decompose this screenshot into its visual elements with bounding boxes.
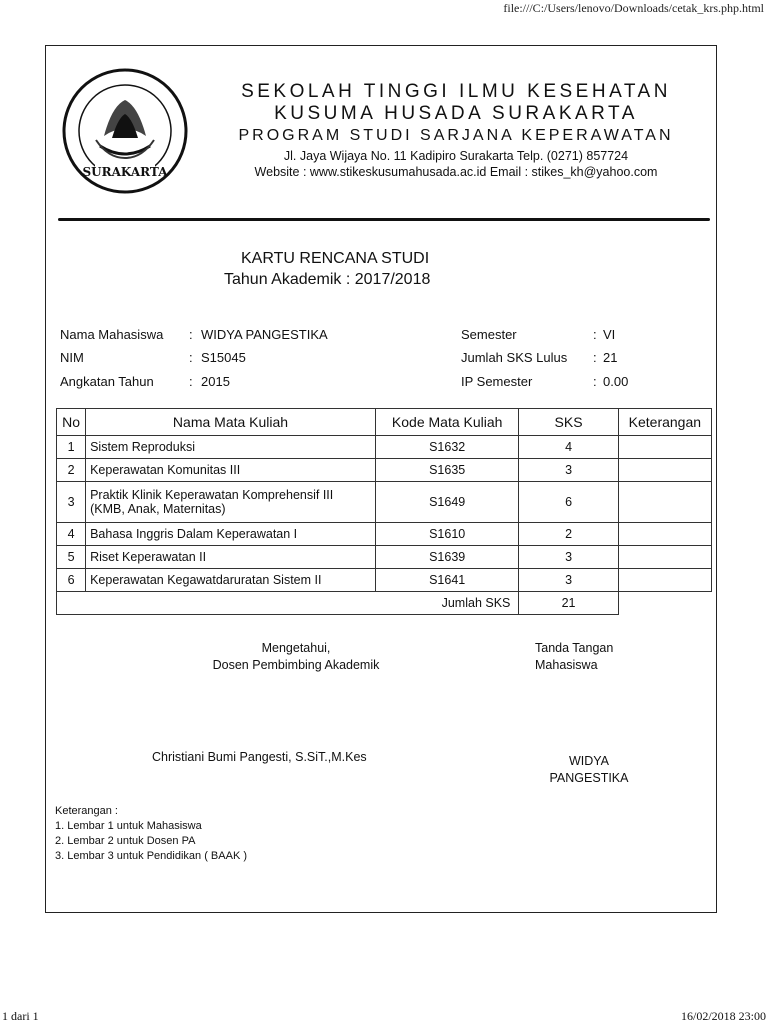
semester-label: Semester [461,327,517,342]
row-sks: 2 [519,523,618,546]
student-name-sign [529,753,649,787]
nim-label: NIM [60,350,84,365]
sks-lulus-label: Jumlah SKS Lulus [461,350,568,365]
name-sep: : [189,327,193,342]
angkatan-value: 2015 [201,374,230,389]
ip-value: 0.00 [603,374,629,389]
col-sks: SKS [519,409,618,436]
row-no: 5 [57,546,86,569]
row-no: 1 [57,436,86,459]
advisor-line2: Dosen Pembimbing Akademik [212,658,380,672]
sks-lulus-value: 21 [603,350,618,365]
row-ket [618,569,711,592]
table-row [57,436,712,459]
advisor-name: Christiani Bumi Pangesti, S.SiT.,M.Kes [152,750,367,764]
ip-sep: : [593,374,597,389]
course-table [56,408,712,615]
total-value: 21 [519,592,618,615]
row-name: Riset Keperawatan II [86,546,376,569]
notes-item: 1. Lembar 1 untuk Mahasiswa [55,820,202,832]
col-name: Nama Mata Kuliah [86,409,376,436]
student-sign-line1: Tanda Tangan [535,641,614,655]
row-no: 2 [57,459,86,482]
krs-document [45,45,717,913]
semester-sep: : [593,327,597,342]
row-ket [618,523,711,546]
row-code: S1635 [375,459,518,482]
total-ket [618,592,711,615]
name-value: WIDYA PANGESTIKA [201,327,328,342]
row-name: Keperawatan Kegawatdaruratan Sistem II [86,569,376,592]
student-sign-line2: Mahasiswa [535,658,598,672]
row-sks: 4 [519,436,618,459]
student-name-line2: PANGESTIKA [549,771,629,785]
row-name: Bahasa Inggris Dalam Keperawatan I [86,523,376,546]
table-header-row [57,409,712,436]
row-name-line1: Praktik Klinik Keperawatan Komprehensif III [90,488,334,502]
row-no: 3 [57,482,86,523]
institution-logo [60,66,190,196]
col-no: No [57,409,86,436]
nim-value: S15045 [201,350,246,365]
document-title: KARTU RENCANA STUDI [241,250,430,267]
institution-address: Jl. Jaya Wijaya No. 11 Kadipiro Surakarta Telp. (0271) 857724 [283,149,629,163]
page-indicator: 1 dari 1 [2,1009,39,1023]
student-name-line1: WIDYA [568,754,610,768]
col-keterangan: Keterangan [618,409,711,436]
row-code: S1649 [375,482,518,523]
study-program: PROGRAM STUDI SARJANA KEPERAWATAN [238,127,674,144]
row-sks: 3 [519,546,618,569]
table-row [57,523,712,546]
table-row [57,569,712,592]
row-name-line2: (KMB, Anak, Maternitas) [90,502,226,516]
institution-contact: Website : www.stikeskusumahusada.ac.id Email : stikes_kh@yahoo.com [254,165,658,179]
nim-sep: : [189,350,193,365]
row-name: Sistem Reproduksi [86,436,376,459]
student-sign-label [535,640,613,674]
notes [55,804,247,864]
notes-title: Keterangan : [55,805,118,817]
sks-lulus-sep: : [593,350,597,365]
row-code: S1610 [375,523,518,546]
total-label: Jumlah SKS [57,592,519,615]
row-code: S1639 [375,546,518,569]
row-no: 6 [57,569,86,592]
row-no: 4 [57,523,86,546]
ip-label: IP Semester [461,374,533,389]
row-name [86,482,376,523]
notes-item: 3. Lembar 3 untuk Pendidikan ( BAAK ) [55,850,247,862]
academic-year: Tahun Akademik : 2017/2018 [224,271,431,288]
angkatan-sep: : [189,374,193,389]
row-code: S1641 [375,569,518,592]
table-total-row [57,592,712,615]
table-row [57,482,712,523]
institution-name-line2: KUSUMA HUSADA SURAKARTA [274,103,638,124]
angkatan-label: Angkatan Tahun [60,374,154,389]
print-timestamp: 16/02/2018 23:00 [680,1009,766,1023]
semester-value: VI [603,327,616,342]
table-row [57,459,712,482]
row-ket [618,459,711,482]
row-ket [618,546,711,569]
name-label: Nama Mahasiswa [60,327,164,342]
col-code: Kode Mata Kuliah [375,409,518,436]
table-row [57,546,712,569]
print-header-url: file:///C:/Users/lenovo/Downloads/cetak_krs.php.html [503,1,764,15]
logo-caption: SURAKARTA [82,165,168,179]
advisor-label [176,640,416,674]
row-name: Keperawatan Komunitas III [86,459,376,482]
row-sks: 3 [519,569,618,592]
advisor-line1: Mengetahui, [261,641,331,655]
header-divider [58,218,710,221]
row-ket [618,482,711,523]
institution-name-line1: SEKOLAH TINGGI ILMU KESEHATAN [241,81,671,102]
row-sks: 3 [519,459,618,482]
notes-item: 2. Lembar 2 untuk Dosen PA [55,835,196,847]
row-sks: 6 [519,482,618,523]
row-code: S1632 [375,436,518,459]
row-ket [618,436,711,459]
